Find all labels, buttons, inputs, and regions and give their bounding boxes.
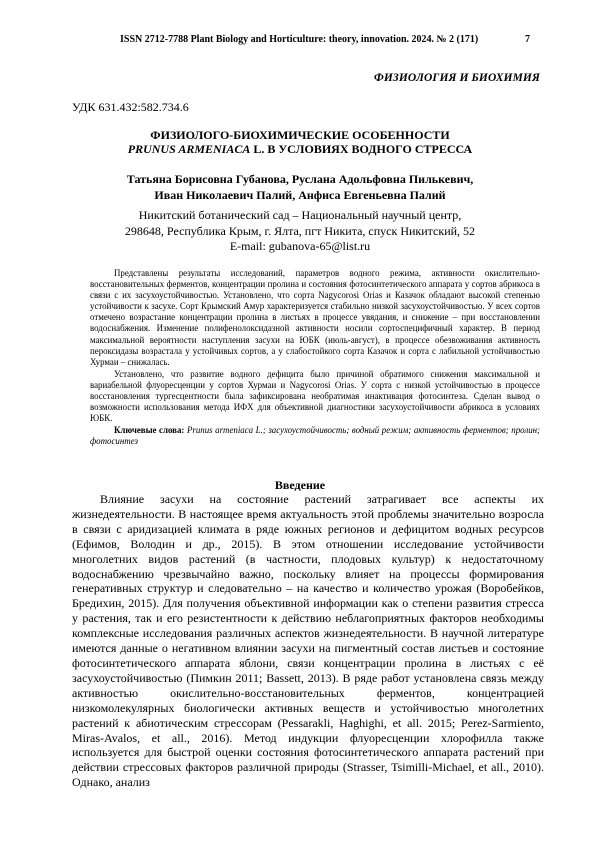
introduction-body [72, 492, 544, 790]
authors-line-2: Иван Николаевич Палий, Анфиса Евгеньевна Палий [154, 187, 446, 202]
author-email: E-mail: gubanova-65@list.ru [229, 239, 371, 253]
title-line-2-rest: L. В УСЛОВИЯХ ВОДНОГО СТРЕССА [250, 142, 473, 156]
page-number: 7 [525, 34, 530, 45]
abstract-paragraph-2: Установлено, что развитие водного дефицита было причиной обратимого снижения максимальной и вариабельной флуоресценции у сортов Хурмаи и Nagycorosi Orias. У сорта с низкой устойчивостью в процессе восстановления тургесцентности была зафиксирована необратимая инактивация фотосинтеза. Сделан вывод о возможности использования метода ИФХ для объективной диагностики засухоустойчивости абрикоса в условиях ЮБК. [90, 368, 540, 424]
affiliation [0, 208, 600, 255]
abstract [90, 268, 540, 448]
introduction-heading: Введение [274, 478, 326, 492]
article-title [0, 128, 600, 156]
authors [0, 172, 600, 203]
keywords-label: Ключевые слова: [114, 425, 185, 436]
journal-citation: ISSN 2712-7788 Plant Biology and Horticulture: theory, innovation. 2024. № 2 (171) [120, 34, 479, 45]
title-species: PRUNUS ARMENIACA [127, 142, 251, 156]
authors-line-1: Татьяна Борисовна Губанова, Руслана Адольфовна Пилькевич, [126, 172, 474, 186]
udc-code: УДК 631.432:582.734.6 [72, 100, 189, 114]
title-line-2 [0, 142, 600, 156]
keywords-species: Prunus armeniaca [186, 425, 254, 436]
keywords-list: L.; засухоустойчивость; водный режим; активность ферментов; пролин; фотосинтез [90, 425, 541, 447]
abstract-paragraph-1: Представлены результаты исследований, параметров водного режима, активности окислительно-восстановительных ферментов, концентрации пролина и состояния фотосинтетического аппарата у сортов абрикоса в связи с их засухоустойчивостью. Установлено, что сорта Nagycorosi Orias и Казачок обладают высокой степенью устойчивости к засухе. Сорт Крымский Амур характеризуется стабильно низкой засухоустойчивостью. У всех сортов отмечено возрастание концентрации пролина в листьях в процессе увядания, и снижение – при восстановлении водоснабжения. Изменение полифенолоксидазной активности носили сортоспецифичный характер. В период максимальной вероятности наступления засухи на ЮБК (июль-август), в процессе обезвоживания активность пероксидазы возрастала у устойчивых сортов, а у слабостойкого сорта Казачок и сорта с лабильной устойчивостью Хурмаи – снижалась. [90, 268, 540, 367]
affiliation-line-2: 298648, Республика Крым, г. Ялта, пгт Никита, спуск Никитский, 52 [124, 223, 476, 238]
introduction-paragraph-1: Влияние засухи на состояние растений затрагивает все аспекты их жизнедеятельности. В настоящее время актуальность этой проблемы значительно возросла в связи с аридизацией климата в ряде южных регионов и дефицитом водных ресурсов (Ефимов, Володин и др., 2015). В этом отношении исследование устойчивости многолетних видов растений (в частности, плодовых культур) к недостаточному водоснабжению чрезвычайно важно, поскольку влияет на процессы формирования генеративных структур и следовательно – на качество и количество урожая (Воробейков, Бредихин, 2015). Для получения объективной информации как о степени развития стресса у растения, так и его резистентности к действию неблагоприятных факторов необходимы комплексные исследования различных аспектов жизнедеятельности. В научной литературе имеются данные о негативном влиянии засухи на пигментный состав листьев и состояние фотосинтетического аппарата яблони, связи концентрации пролина в листьях с её засухоустойчивостью (Пимкин 2011; Bassett, 2013). В ряде работ установлена связь между активностью окислительно-восстановительных ферментов, концентрацией низкомолекулярных биологически активных веществ и устойчивостью многолетних растений к абиотическим стрессорам (Pessarakli, Haghighi, et all. 2015; Perez-Sarmiento, Miras-Avalos, et all., 2016). Метод индукции флуоресценции хлорофилла также используется для быстрой оценки состояния фотосинтетического аппарата растений при действии стрессовых факторов различной природы (Strasser, Tsimilli-Michael, et all., 2010). Однако, анализ [72, 492, 544, 790]
keywords [90, 425, 540, 447]
title-line-1: ФИЗИОЛОГО-БИОХИМИЧЕСКИЕ ОСОБЕННОСТИ [150, 128, 450, 142]
section-label: ФИЗИОЛОГИЯ И БИОХИМИЯ [373, 72, 540, 84]
affiliation-line-1: Никитский ботанический сад – Национальный научный центр, [138, 208, 462, 222]
